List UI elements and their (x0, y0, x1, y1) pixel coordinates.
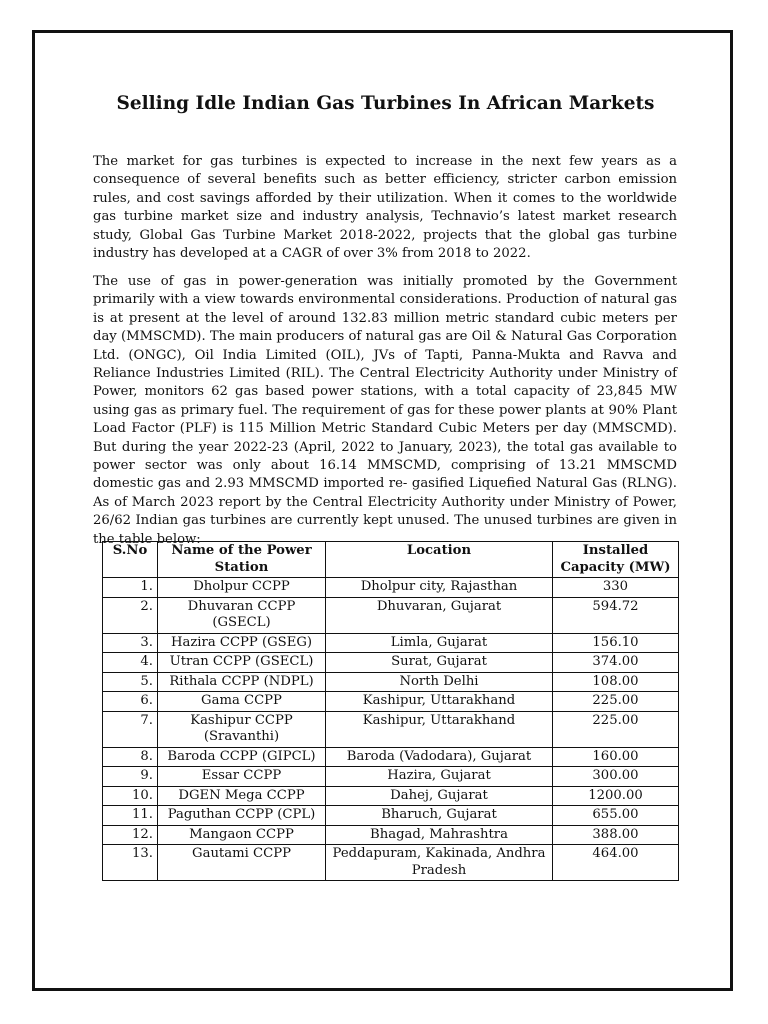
cell-location: North Delhi (326, 672, 553, 692)
cell-sno: 4. (103, 653, 158, 673)
cell-sno: 10. (103, 786, 158, 806)
cell-station-name: Kashipur CCPP (Sravanthi) (158, 711, 326, 747)
cell-location: Limla, Gujarat (326, 633, 553, 653)
header-sno: S.No (103, 542, 158, 578)
cell-sno: 5. (103, 672, 158, 692)
cell-capacity: 330 (553, 578, 679, 598)
cell-location: Bharuch, Gujarat (326, 806, 553, 826)
cell-location: Bhagad, Mahrashtra (326, 825, 553, 845)
paragraph-gas-power: The use of gas in power-generation was initially promoted by the Government primarily with a view towards environmental considerations. Production of natural gas is at present at the level of around 132.83 million metric standard cubic meters per day (MMSCMD). The main producers of natural gas are Oil & Natural Gas Corporation Ltd. (ONGC), Oil India Limited (OIL), JVs of Tapti, Panna-Mukta and Ravva and Reliance Industries Limited (RIL). The Central Electricity Authority under Ministry of Power, monitors 62 gas based power stations, with a total capacity of 23,845 MW using gas as primary fuel. The requirement of gas for these power plants at 90% Plant Load Factor (PLF) is 115 Million Metric Standard Cubic Meters per day (MMSCMD). But during the year 2022-23 (April, 2022 to January, 2023), the total gas available to power sector was only about 16.14 MMSCMD, comprising of 13.21 MMSCMD domestic gas and 2.93 MMSCMD imported re- gasified Liquefied Natural Gas (RLNG). As of March 2023 report by the Central Electricity Authority under Ministry of Power, 26/62 Indian gas turbines are currently kept unused. The unused turbines are given in the table below: (93, 274, 677, 547)
cell-capacity: 300.00 (553, 767, 679, 787)
cell-sno: 12. (103, 825, 158, 845)
table-row (103, 747, 679, 767)
table-row (103, 845, 679, 881)
cell-sno: 11. (103, 806, 158, 826)
cell-capacity: 1200.00 (553, 786, 679, 806)
cell-station-name: Utran CCPP (GSECL) (158, 653, 326, 673)
cell-station-name: Baroda CCPP (GIPCL) (158, 747, 326, 767)
cell-station-name: Mangaon CCPP (158, 825, 326, 845)
cell-station-name: Gautami CCPP (158, 845, 326, 881)
header-location: Location (326, 542, 553, 578)
cell-capacity: 388.00 (553, 825, 679, 845)
table-row (103, 653, 679, 673)
cell-sno: 9. (103, 767, 158, 787)
cell-sno: 6. (103, 692, 158, 712)
table-header-row (103, 542, 679, 578)
cell-location: Baroda (Vadodara), Gujarat (326, 747, 553, 767)
cell-location: Kashipur, Uttarakhand (326, 692, 553, 712)
table-row (103, 786, 679, 806)
table-row (103, 767, 679, 787)
table-row (103, 578, 679, 598)
header-station-name: Name of the Power Station (158, 542, 326, 578)
cell-station-name: Paguthan CCPP (CPL) (158, 806, 326, 826)
table-body (103, 578, 679, 881)
cell-location: Dholpur city, Rajasthan (326, 578, 553, 598)
cell-station-name: Hazira CCPP (GSEG) (158, 633, 326, 653)
cell-station-name: Rithala CCPP (NDPL) (158, 672, 326, 692)
table-row (103, 825, 679, 845)
cell-capacity: 108.00 (553, 672, 679, 692)
table-row (103, 597, 679, 633)
page-border (32, 30, 733, 991)
table-row (103, 806, 679, 826)
cell-sno: 8. (103, 747, 158, 767)
paragraph-intro: The market for gas turbines is expected to increase in the next few years as a consequence of several benefits such as better efficiency, stricter carbon emission rules, and cost savings afforded by their utilization. When it comes to the worldwide gas turbine market size and industry analysis, Technavio’s latest market research study, Global Gas Turbine Market 2018-2022, projects that the global gas turbine industry has developed at a CAGR of over 3% from 2018 to 2022. (93, 154, 677, 262)
table-row (103, 672, 679, 692)
cell-location: Peddapuram, Kakinada, Andhra Pradesh (326, 845, 553, 881)
cell-capacity: 655.00 (553, 806, 679, 826)
cell-sno: 3. (103, 633, 158, 653)
cell-location: Kashipur, Uttarakhand (326, 711, 553, 747)
cell-capacity: 374.00 (553, 653, 679, 673)
cell-station-name: Dholpur CCPP (158, 578, 326, 598)
cell-capacity: 225.00 (553, 711, 679, 747)
cell-sno: 2. (103, 597, 158, 633)
cell-station-name: Essar CCPP (158, 767, 326, 787)
cell-sno: 7. (103, 711, 158, 747)
cell-capacity: 225.00 (553, 692, 679, 712)
table-row (103, 711, 679, 747)
cell-sno: 1. (103, 578, 158, 598)
cell-sno: 13. (103, 845, 158, 881)
table-row (103, 692, 679, 712)
cell-location: Dhuvaran, Gujarat (326, 597, 553, 633)
cell-location: Dahej, Gujarat (326, 786, 553, 806)
cell-location: Hazira, Gujarat (326, 767, 553, 787)
cell-capacity: 464.00 (553, 845, 679, 881)
document-title: Selling Idle Indian Gas Turbines In African Markets (116, 93, 655, 114)
cell-capacity: 160.00 (553, 747, 679, 767)
header-capacity: Installed Capacity (MW) (553, 542, 679, 578)
cell-capacity: 156.10 (553, 633, 679, 653)
cell-station-name: Dhuvaran CCPP (GSECL) (158, 597, 326, 633)
cell-capacity: 594.72 (553, 597, 679, 633)
unused-turbines-table (102, 541, 679, 881)
cell-station-name: Gama CCPP (158, 692, 326, 712)
cell-location: Surat, Gujarat (326, 653, 553, 673)
table-row (103, 633, 679, 653)
cell-station-name: DGEN Mega CCPP (158, 786, 326, 806)
